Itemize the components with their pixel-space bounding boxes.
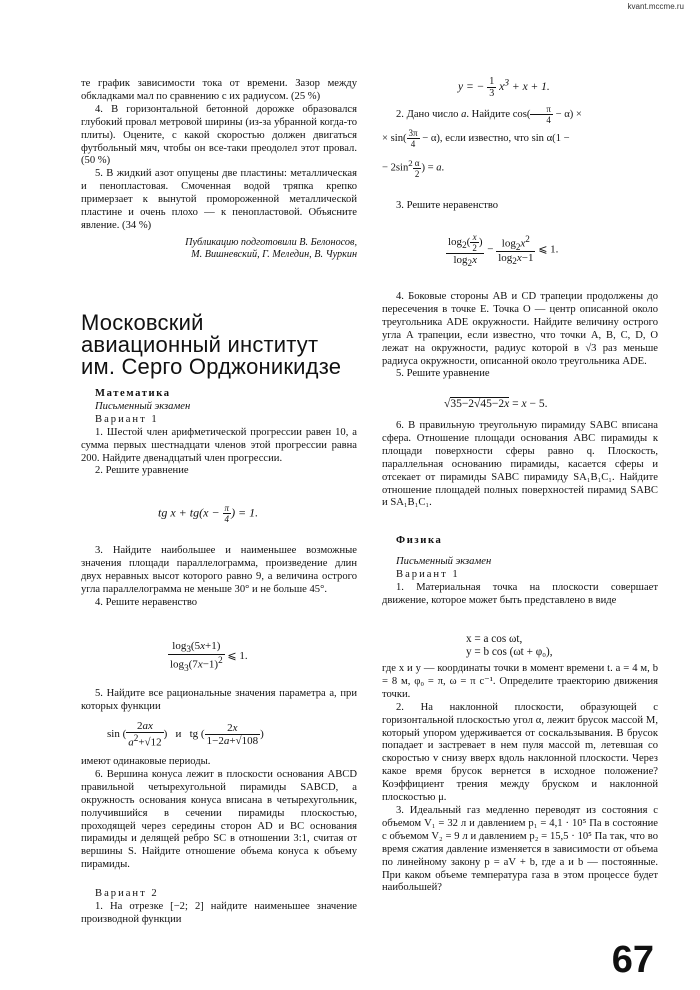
paragraph: 5. В жидкий азот опущены две пластины: металлическая и пенопластовая. Смоченная водой тряпка крепко примерзает к вынутой промороженной металлической пластине и очень плохо — к пенопластовой. Объясните явление. (34 %)	[81, 168, 357, 231]
problem: 3. Найдите наибольшее и наименьшее возможные значения площади параллелограмма, произведение длин двух неравных высот которого равно 9, а величина острого угла параллелограмма не меньше 30° и не больше 45°.	[81, 545, 357, 595]
math-problem-5	[81, 688, 357, 714]
problem: 3. Решите неравенство	[396, 200, 499, 211]
problem-line: × sin( $\frac{3\pi}{4}$ − α), если известно, что sin α(1 −	[382, 128, 570, 150]
problem: 4. Решите неравенство	[95, 596, 198, 608]
paragraph: 4. В горизонтальной бетонной дорожке образовался глубокий провал метровой ширины (из-за убранной когда-то плиты). Оцените, с какой скоростью должен двигаться футбольный мяч, чтобы он все-таки преодолел этот провал. (50 %)	[81, 103, 357, 167]
problem: 6. Вершина конуса лежит в плоскости основания ABCD правильной четырехугольной пирамиды SABCD, а окружность основания конуса вписана в четырехугольник, получившийся в сечении пирамиды плоскостью, проходящей через середины сторон AD и BC основания пирамиды и делящей ребро SC в отношении 3:1, считая от вершины S. Найдите отношение объема конуса к объему пирамиды.	[81, 768, 357, 871]
problem: 5. Найдите все рациональные значения параметра a, при которых функции	[81, 688, 357, 712]
variant-heading: Вариант 1	[95, 413, 159, 425]
equation-tg: tg x + tg(x − $\frac{\pi}{4}$ ) = 1.	[158, 503, 259, 524]
inequality-log3: $\frac{\log_3(5x+1)}{\log_3(7x-1)^2}$ ⩽ 1.	[170, 640, 248, 674]
motion-equations	[466, 633, 553, 659]
paragraph: те график зависимости тока от времени. Зазор между обкладками мал по сравнению с их радиусом. (25 %)	[81, 78, 357, 102]
problem: 1. Материальная точка на плоскости совершает движение, которое может быть представлено в виде	[382, 581, 658, 606]
physics-section	[382, 535, 658, 608]
inequality-log2: $\log_2$( $\frac{x}{2}$ ) $\log_2x$ − $\frac{\log_2x^2}{\log_2x-1}$ ⩽ 1.	[448, 232, 559, 269]
problem: 1. На отрезке [−2; 2] найдите наименьшее значение производной функции	[81, 901, 357, 925]
right-problem-6	[382, 420, 658, 510]
equation-sqrt: √35−2√45−2x = x − 5.	[444, 398, 548, 410]
problem-line: 2. Дано число a. Найдите cos( $\frac{\pi}{4}$ − α) ×	[396, 104, 582, 126]
institute-title	[81, 312, 361, 378]
title-line: Московский	[81, 310, 204, 335]
left-column	[81, 78, 357, 262]
functions-pair: sin ( $\frac{2ax}{a^2+√12}$ ) и tg ( $\frac{2x}{1-2a+√108}$ )	[107, 720, 264, 749]
title-line: им. Серго Орджоникидзе	[81, 354, 342, 379]
problem: 6. В правильную треугольную пирамиду SABC вписана сфера. Отношение площади основания ABC пирамиды к площади поверхности сферы равно q. Плоскость, параллельная основанию пирамиды, касается сферы и отсекает от пирамиды SABC пирамиду SA₁B₁C₁. Найдите отношение площадей полных поверхностей пирамид SABC и SA₁B₁C₁.	[382, 420, 658, 509]
physics-problems	[382, 663, 658, 895]
title-line: авиационный институт	[81, 332, 319, 357]
section-heading: Математика	[95, 388, 171, 399]
paragraph: где x и y — координаты точки в момент времени t. a = 4 м, b = 8 м, φ₀ = π, ω = π с⁻¹. Определите траекторию движения точки.	[382, 663, 658, 700]
paragraph: имеют одинаковые периоды.	[81, 756, 211, 767]
problem: 3. Идеальный газ медленно переводят из состояния с объемом V₁ = 32 л и давлением p₁ = 4,1 · 10⁵ Па в состояние с объемом V₂ = 9 л и давлением p₂ = 15,5 · 10⁵ Па так, что во время сжатия давление изменяется в зависимости от объема по линейному закону p = aV + b, где a и b — постоянные. При каком объеме температура газа в этом процессе будет наибольшей?	[382, 804, 658, 894]
variant-heading: Вариант 1	[396, 568, 460, 580]
problem: 1. Шестой член арифметической прогрессии равен 10, а сумма первых шестнадцати членов этой прогрессии равна 200. Найдите двенадцатый член прогрессии.	[81, 426, 357, 464]
variant-heading: Вариант 2	[95, 888, 159, 900]
problem: 5. Решите уравнение	[396, 368, 490, 380]
function-y: y = − $\frac{1}{3}$ $x^3 + x + 1$.	[458, 76, 550, 99]
right-problem-2	[382, 103, 658, 181]
right-problem-3	[382, 200, 658, 213]
signature-line: Публикацию подготовили В. Белоносов,	[185, 236, 357, 248]
math-problem-3	[81, 545, 357, 610]
problem-line: − $2\sin^2$ $\frac{\alpha}{2}$ ) = a.	[382, 157, 445, 179]
site-url: kvant.mccme.ru	[627, 2, 684, 11]
math-section	[81, 388, 357, 478]
page-number: 67	[611, 939, 654, 981]
exam-heading: Письменный экзамен	[95, 400, 191, 412]
problem: 4. Боковые стороны AB и CD трапеции продолжены до пересечения в точке E. Точка O — центр описанной около треугольника ADE окружности. Найдите величину острого угла A трапеции, если известно, что точки A, B, C, D, O лежат на окружности, радиус которой в √3 раз меньше радиуса окружности, описанной около треугольника ADE.	[382, 291, 658, 367]
equation-y: y = b cos (ωt + φ₀),	[466, 646, 553, 658]
math-problem-6	[81, 756, 357, 927]
section-heading: Физика	[396, 535, 443, 546]
equation-x: x = a cos ωt,	[466, 633, 523, 645]
exam-heading: Письменный экзамен	[396, 555, 492, 567]
signature-line: М. Вишневский, Г. Меледин, В. Чуркин	[191, 249, 357, 261]
problem: 2. Решите уравнение	[95, 465, 189, 477]
problem: 2. На наклонной плоскости, образующей с горизонтальной плоскостью угол α, лежит брусок массой M, который упором удерживается от соскальзывания. В брусок попадает и застревает в нем пуля массой m, летевшая со скоростью v снизу вверх вдоль наклонной плоскости. Через какое время брусок вернется в исходное положение? Коэффициент трения между бруском и наклонной плоскостью μ.	[382, 701, 658, 804]
right-problem-4	[382, 291, 658, 381]
